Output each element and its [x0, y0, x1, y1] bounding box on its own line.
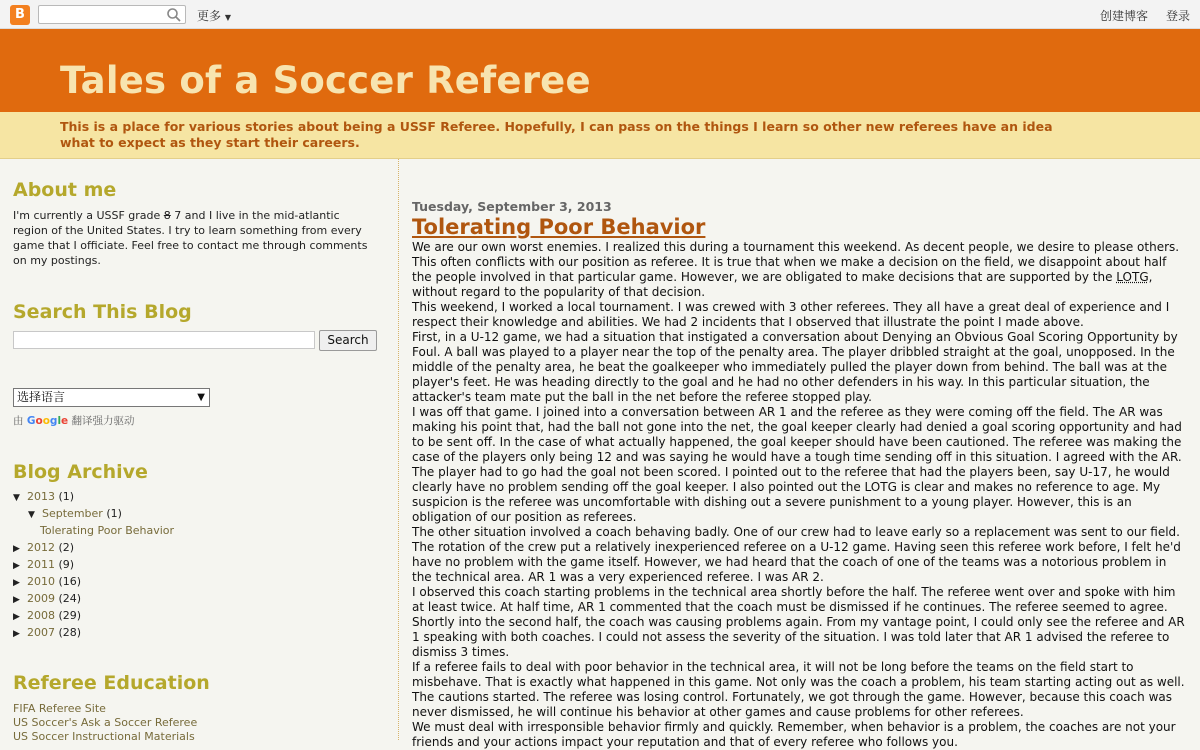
- post-paragraph: If a referee fails to deal with poor behavior in the technical area, it will not be long before the teams on the field start to misbehave. That is exactly what happened in this game. Not only was the coach a problem, his team starting acting out as well. The cautions started. The referee was losing control. Fortunately, we got through the game. However, because this coach was never dismissed, he will continue his behavior at other games and cause problems for other referees.: [412, 660, 1185, 719]
- post-title[interactable]: Tolerating Poor Behavior: [412, 215, 706, 239]
- navbar-search-input[interactable]: [41, 7, 161, 22]
- archive-year-link[interactable]: 2013: [27, 490, 55, 503]
- blog-title[interactable]: Tales of a Soccer Referee: [60, 59, 591, 102]
- archive-year-2012[interactable]: [13, 541, 74, 554]
- post-paragraph: We must deal with irresponsible behavior firmly and quickly. Remember, when behavior is a problem, the coaches are not your friends and your actions impact your reputation and that of every referee who follows you.: [412, 720, 1176, 749]
- post-paragraph: The other situation involved a coach behaving badly. One of our crew had to leave early so a replacement was sent to our field. The rotation of the crew put a relatively inexperienced referee on a U-12 game. Having seen this referee work before, I felt he'd have no problem with the game itself. However, we had heard that the coach of one of the teams was a notorious problem in the technical area. AR 1 was a very experienced referee. I was AR 2.: [412, 525, 1181, 584]
- triangle-right-icon[interactable]: ▶: [13, 544, 20, 554]
- post-date: Tuesday, September 3, 2013: [412, 199, 612, 214]
- archive-year-link[interactable]: 2007: [27, 626, 55, 639]
- more-menu-label: 更多: [197, 9, 222, 23]
- archive-year-2011[interactable]: [13, 558, 74, 571]
- more-menu-button[interactable]: [197, 7, 231, 24]
- education-link[interactable]: US Soccer's Ask a Soccer Referee: [13, 716, 198, 729]
- triangle-right-icon[interactable]: ▶: [13, 578, 20, 588]
- blog-search-input[interactable]: [13, 331, 315, 349]
- post-paragraph: I was off that game. I joined into a conversation between AR 1 and the referee as they were coming off the field. The AR was making his point that, had the ball not gone into the net, the goal keeper clearly had denied a goal scoring opportunity and had to be sent off. In the case of what actually happened, the goal keeper should have been cautioned. The referee was making the case of the players only being 12 and was saying he would have a tough time sending off in this situation. I agreed with the AR. The player had to go had the goal not been scored. I pointed out to the referee that had the players been, say U-17, he would clearly have no problem sending off the goal keeper. I also pointed out the LOTG is clear and makes no reference to age. My suspicion is the referee was uncomfortable with dishing out a severe punishment to a young player. However, this is an obligation of our position as referees.: [412, 405, 1182, 524]
- archive-month-link[interactable]: September: [42, 507, 103, 520]
- archive-count: (24): [58, 592, 82, 605]
- search-heading: Search This Blog: [13, 301, 192, 323]
- archive-count: (16): [58, 575, 82, 588]
- google-logo-letter[interactable]: l: [57, 415, 62, 427]
- triangle-right-icon[interactable]: ▶: [13, 595, 20, 605]
- about-text-end: 7 and I live in the mid-atlantic region of the United States. I try to learn something from every game that I officiate. Feel free to contact me through comments on my postings.: [13, 209, 368, 267]
- archive-count: (1): [106, 507, 122, 520]
- archive-year-link[interactable]: 2008: [27, 609, 55, 622]
- archive-year-2008[interactable]: [13, 609, 81, 622]
- post-paragraph: [412, 240, 1187, 300]
- archive-month-september[interactable]: [28, 507, 122, 520]
- google-logo-letter[interactable]: e: [61, 415, 69, 427]
- paragraph-text: We are our own worst enemies. I realized this during a tournament this weekend. As decent people, we desire to please others. This often conflicts with our position as referee. It is true that when we make a decision on the field, we disappoint about half the people involved in that particular game. However, we are obligated to make decisions that are supported by the: [412, 240, 1180, 284]
- language-select-label: 选择语言: [17, 390, 66, 404]
- paragraph-text: , without regard to the popularity of that decision.: [412, 270, 1153, 299]
- archive-year-2013[interactable]: [13, 490, 74, 503]
- archive-year-2009[interactable]: [13, 592, 81, 605]
- create-blog-link[interactable]: 创建博客: [1100, 9, 1149, 23]
- triangle-right-icon[interactable]: ▶: [13, 629, 20, 639]
- archive-count: (28): [58, 626, 82, 639]
- sidebar: [0, 159, 398, 743]
- language-select[interactable]: [13, 388, 210, 407]
- google-logo-letter[interactable]: g: [49, 415, 58, 427]
- column-divider: [398, 159, 399, 740]
- post-body: [412, 240, 1187, 750]
- navbar: [0, 0, 1200, 29]
- archive-year-link[interactable]: 2012: [27, 541, 55, 554]
- education-link[interactable]: US Soccer Instructional Materials: [13, 730, 195, 743]
- description-bar: [0, 112, 1200, 159]
- education-heading: Referee Education: [13, 672, 210, 694]
- triangle-down-icon[interactable]: ▼: [28, 510, 35, 520]
- archive-count: (1): [58, 490, 75, 503]
- triangle-down-icon[interactable]: ▼: [13, 493, 20, 503]
- archive-count: (2): [58, 541, 75, 554]
- archive-heading: Blog Archive: [13, 461, 148, 483]
- education-link[interactable]: FIFA Referee Site: [13, 702, 106, 715]
- blogger-logo-icon[interactable]: B: [10, 5, 30, 25]
- archive-year-link[interactable]: 2010: [27, 575, 55, 588]
- archive-year-2007[interactable]: [13, 626, 81, 639]
- search-button[interactable]: Search: [319, 330, 377, 351]
- powered-prefix: 由: [13, 415, 27, 427]
- about-text: [13, 208, 373, 268]
- about-heading: About me: [13, 179, 117, 201]
- archive-count: (9): [58, 558, 75, 571]
- powered-suffix: 翻译强力驱动: [68, 415, 135, 427]
- triangle-right-icon[interactable]: ▶: [13, 561, 20, 571]
- login-link[interactable]: 登录: [1166, 9, 1191, 23]
- google-logo-letter[interactable]: o: [35, 415, 43, 427]
- post-paragraph: This weekend, I worked a local tournament. I was crewed with 3 other referees. They all have a great deal of experience and I respect their knowledge and abilities. We had 2 incidents that I observed that illustrate the point I made above.: [412, 300, 1170, 329]
- chevron-down-icon: ▼: [224, 13, 231, 22]
- about-text-struck: 8: [163, 209, 171, 222]
- google-logo-letter[interactable]: G: [26, 415, 36, 427]
- triangle-right-icon[interactable]: ▶: [13, 612, 20, 622]
- blog-description: This is a place for various stories about being a USSF Referee. Hopefully, I can pass on the things I learn so other new referees have an idea what to expect as they start their careers.: [60, 119, 1053, 150]
- google-logo-letter[interactable]: o: [42, 415, 50, 427]
- post-paragraph: First, in a U-12 game, we had a situation that instigated a conversation about Denying an Obvious Goal Scoring Opportunity by Foul. A ball was played to a player near the top of the penalty area. The player dribbled straight at the goal, unopposed. In the middle of the penalty area, he beat the goalkeeper who immediately pulled the player down from behind. The ball was at the player's feet. He was heading directly to the goal and he had no other defenders in his way. In this particular situation, the attacker's team mate put the ball in the net before the referee stopped play.: [412, 330, 1178, 404]
- archive-post-link[interactable]: Tolerating Poor Behavior: [40, 524, 175, 537]
- archive-year-link[interactable]: 2011: [27, 558, 55, 571]
- lotg-abbreviation: LOTG: [1116, 270, 1149, 284]
- main-content: [412, 159, 1192, 749]
- about-text-start: I'm currently a USSF grade: [13, 209, 164, 222]
- chevron-down-icon: ▼: [197, 392, 205, 403]
- google-translate-credit: [13, 413, 135, 428]
- archive-year-2010[interactable]: [13, 575, 81, 588]
- search-icon[interactable]: [166, 7, 182, 23]
- navbar-search: [38, 5, 186, 24]
- blog-header: [0, 29, 1200, 112]
- post-paragraph: I observed this coach starting problems in the technical area shortly before the half. The referee went over and spoke with him at least twice. At half time, AR 1 commented that the coach must be dismissed if he continues. The referee seemed to agree. Shortly into the second half, the coach was causing problems again. From my vantage point, I could only see the referee and AR 1 speaking with both coaches. I could not assess the severity of the situation. I was told later that AR 1 advised the referee to dismiss 3 times.: [412, 585, 1185, 659]
- archive-count: (29): [58, 609, 82, 622]
- archive-year-link[interactable]: 2009: [27, 592, 55, 605]
